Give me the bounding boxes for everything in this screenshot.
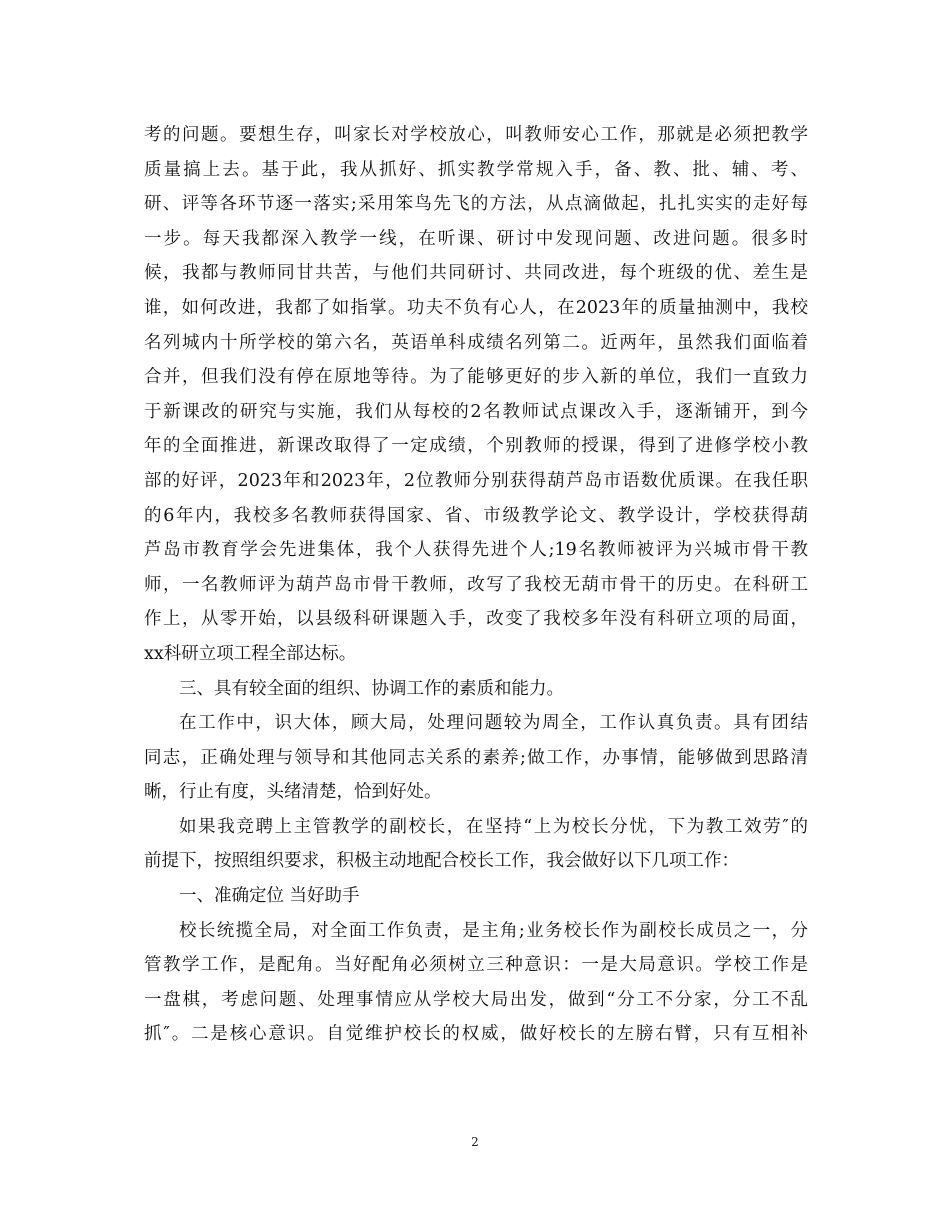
text-line: 师，一名教师评为葫芦岛市骨干教师，改写了我校无葫市骨干的历史。在科研工 [144, 574, 808, 595]
section-heading: 一、准确定位 当好助手 [179, 886, 360, 907]
text-line: 晰，行止有度，头绪清楚，恰到好处。 [144, 782, 442, 803]
paragraph-first-line: 在工作中，识大体，顾大局，处理问题较为周全，工作认真负责。具有团结 [179, 713, 808, 734]
text-line: 研、评等各环节逐一落实;采用笨鸟先飞的方法，从点滴做起，扎扎实实的走好每 [144, 194, 808, 215]
text-line: 合并，但我们没有停在原地等待。为了能够更好的步入新的单位，我们一直致力 [144, 367, 808, 388]
text-line: 管教学工作，是配角。当好配角必须树立三种意识：一是大局意识。学校工作是 [144, 955, 808, 976]
text-line: 作上，从零开始，以县级科研课题入手，改变了我校多年没有科研立项的局面， [144, 609, 808, 630]
text-line: 抓″。二是核心意识。自觉维护校长的权威，做好校长的左膀右臂，只有互相补 [144, 1024, 808, 1045]
paragraph-first-line: 校长统揽全局，对全面工作负责，是主角;业务校长作为副校长成员之一，分 [179, 920, 808, 941]
text-line: 芦岛市教育学会先进集体，我个人获得先进个人;19名教师被评为兴城市骨干教 [144, 540, 808, 561]
section-heading: 三、具有较全面的组织、协调工作的素质和能力。 [179, 678, 564, 699]
text-line: 名列城内十所学校的第六名，英语单科成绩名列第二。近两年，虽然我们面临着 [144, 332, 808, 353]
text-line: 一步。每天我都深入教学一线，在听课、研讨中发现问题、改进问题。很多时 [144, 228, 808, 249]
page-number: 2 [471, 1135, 479, 1149]
text-line: 一盘棋，考虑问题、处理事情应从学校大局出发，做到“分工不分家，分工不乱 [144, 989, 808, 1010]
text-line: 于新课改的研究与实施，我们从每校的2名教师试点课改入手，逐渐铺开，到今 [144, 401, 808, 422]
text-line: 候，我都与教师同甘共苦，与他们共同研讨、共同改进，每个班级的优、差生是 [144, 263, 808, 284]
text-line: 同志，正确处理与领导和其他同志关系的素养;做工作，办事情，能够做到思路清 [144, 747, 808, 768]
text-line: 部的好评，2023年和2023年，2位教师分别获得葫芦岛市语数优质课。在我任职 [144, 470, 808, 491]
text-line: 的6年内，我校多名教师获得国家、省、市级教学论文、教学设计，学校获得葫 [144, 505, 808, 526]
text-line: xx科研立项工程全部达标。 [144, 643, 357, 664]
text-line: 谁，如何改进，我都了如指掌。功夫不负有心人，在2023年的质量抽测中，我校 [144, 297, 808, 318]
text-line: 前提下，按照组织要求，积极主动地配合校长工作，我会做好以下几项工作： [144, 851, 739, 872]
text-line: 考的问题。要想生存，叫家长对学校放心，叫教师安心工作，那就是必须把教学 [144, 125, 808, 145]
text-line: 质量搞上去。基于此，我从抓好、抓实教学常规入手，备、教、批、辅、考、 [144, 159, 808, 180]
paragraph-first-line: 如果我竞聘上主管教学的副校长，在坚持“上为校长分忧，下为教工效劳″的 [179, 816, 808, 837]
text-line: 年的全面推进，新课改取得了一定成绩，个别教师的授课，得到了进修学校小教 [144, 436, 808, 457]
body-text [144, 118, 808, 1052]
